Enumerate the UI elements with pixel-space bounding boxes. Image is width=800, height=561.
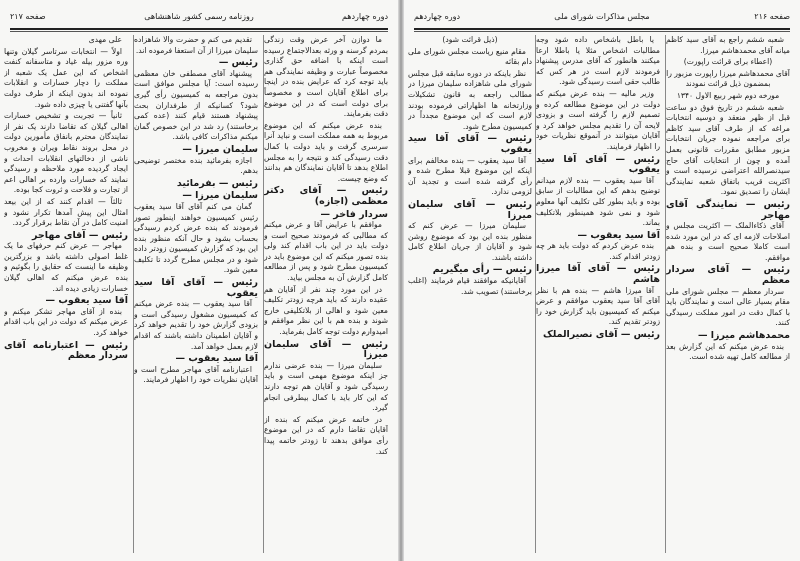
centered-note: آقای محمدهاشم میرزا راپورت مزبور را بمضمون ذیل قرائت نمودند [666,68,790,89]
speaker-heading: رئیس — آقای آقا سید یعقوب [134,277,258,299]
paragraph: مقام منیع ریاست مجلس شورای ملی دام بقائه [408,46,532,67]
text-column-3 [408,35,532,553]
text-column-1 [666,35,790,553]
speaker-heading: آقا سید یعقوب — [175,353,258,365]
centered-note: مورخه دوم شهر ربیع الاول ۱۳۴۰ [676,90,780,100]
centered-note: (اعطاء برای قرائت راپورت) [683,57,773,67]
speaker-heading: رئیس — آقای آقا سید یعقوب [536,153,660,176]
text-column-1 [264,35,388,553]
speaker-heading: سلیمان میرزا — [182,143,258,155]
paragraph: اولاً — انتخابات سرتاسر گیلان وتنها وره مزور بیله غیاد و متاسفانه کنفت اشخاص که این عمل یک شعبه از مملکت را دچار خسارات و انقلابات نموده اند بدون اینکه از طرف دولت بآنها گفتنی یا چیزی داده شود. [4,46,128,109]
paragraph: آقا سید یعقوب — بنده مخالفم برای اینکه این موضوع قبلا مطرح شده و رأی گرفته شده است و تجدید آن لزومی ندارد. [408,155,532,197]
paragraph: ما دوازن آخر عرض وقت زندگی بمردم گرسنه و ورثه بعدالاجتماع رسیده است اینکه با اضافه حق گذاری مخصوصاً عبارت و وظیفه نمایندگی هم باید توجه کرد که عرایض بنده در اینجا برای اطلاع آقایان است و مخصوصاً برای دولت است که در این موضوع دقت بفرمایند. [264,35,388,119]
page-number: صفحه ۲۱۶ [754,12,790,21]
paragraph: در این مورد چند نفر از آقایان هم عقیده دارند که باید هرچه زودتر تکلیف معین شود و اهالی از بلاتکلیفی خارج شوند و بنده هم با این نظر موافقم و امیدوارم دولت توجه کامل بفرماید. [264,284,388,337]
paragraph: یا باطل باشخاص داده شود وجه مطالبات اشخاص مثلا یا باطلا ارعا میکنند هانطور که آقای مدرس پیشنهاد فرمودند لازم است در هر کس که طالب حقی است رسیدگی شود. [536,35,660,87]
paragraph: آقایانیکه موافقند قیام فرمایند (اغلب برخاستند) تصویب شد. [408,276,532,296]
text-column-2 [536,35,660,553]
paragraph: اجازه بفرمائید بنده مختصر توضیحی بدهم. [134,155,258,176]
speaker-heading: رئیس — نمایندگی آقای مهاجر [666,198,790,221]
paragraph: شعبه ششم در تاریخ فوق دو ساعت قبل از ظهر منعقد و دوسیه انتخابات مراغه که از طرف آقای سید کاظم برای مراجعه نموده جریان انتخابات مزبور مطابق مقررات قانونی بعمل آمده و چون از انتخابات آقای حاج سیدنصرالله اعتراضی نرسیده است و اکثریت قریب باتفاق شعبه نمایندگی ایشان را تصدیق نمود. [666,102,790,197]
paragraph: وزیر مالیه — بنده عرض میکنم که دولت در این موضوع مطالعه کرده و تصمیم لازم را گرفته است و بزودی لایحه آن را تقدیم مجلس خواهد کرد و آقایان میتوانند در آنموقع نظریات خود را اظهار فرمایند. [536,88,660,151]
speaker-heading: سردار فاخر — [320,208,388,220]
text-column-2 [134,35,258,553]
speaker-heading: رئیس — آقای سلیمان میرزا [264,338,388,361]
page-number: صفحه ۲۱۷ [10,12,46,21]
header-rule [10,28,388,30]
paragraph: پیشنهاد آقای مصطفی خان معظمی رسیده است: آیا مجلس موافق است بدون مراجعه به کمیسیون رأی گیری شود؟ کسانیکه از طرفداران بحث پیشنهاد هستند قیام کنند (عده کمی برخاستند) رد شد در این خصوص گمان میکنم مذاکرات کافی باشد. [134,68,258,142]
speaker-heading: رئیس — آقای آقا سید یعقوب [408,133,532,155]
column-divider [133,35,134,553]
session-label: دوره چهاردهم [414,12,461,21]
paragraph: در خاتمه عرض میکنم که بنده از آقایان تقاضا دارم که در این موضوع رأی موافق بدهند تا زودتر خاتمه پیدا کند. [264,414,388,456]
journal-title: مجلس مذاکرات شورای ملی [554,12,650,21]
speaker-heading: رئیس — آقای نصیرالملک [542,329,660,341]
paragraph: بنده عرض کردم که دولت باید هر چه زودتر اقدام کند. [536,241,660,261]
speaker-heading: رئیس — رأی میگیریم [432,264,532,276]
right-page [404,0,800,561]
speaker-heading: رئیس — آقای سردار معظم [666,264,790,287]
speaker-heading: آقا سید یعقوب — [577,229,660,241]
paragraph: شعبه ششم راجع به آقای سید کاظم میانه آقای محمدهاشم میرزا. [666,35,790,55]
speaker-heading: رئیس — آقای آقا میرزا هاشم [536,263,660,286]
speaker-heading: رئیس — اعتبارنامه آقای سردار معظم [4,339,128,362]
paragraph: گمان می کنم آقای آقا سید یعقوب رئیس کمیسیون خواهند اینطور تصور فرمودند که بنده عرض کردم رسیدگی بحساب بشود و حال آنکه منظور بنده این بود که گزارش کمیسیون زودتر داده شود و در مجلس مطرح گردد تا تکلیف معین شود. [134,201,258,275]
column-divider [665,35,666,553]
paragraph: موافقم با عرایض آقا و عرض میکنم که مطالبی که فرمودند صحیح است و دولت باید در این باب اقدام کند ولی بنده تصور میکنم که این موضوع باید در کمیسیون مطرح شود و پس از مطالعه کامل گزارش آن به مجلس بیاید. [264,220,388,283]
column-divider [263,35,264,553]
paragraph: اعتبارنامه آقای مهاجر مطرح است و آقایان نظریات خود را اظهار فرمایند. [134,364,258,385]
paragraph: تقدیم می کنم و حضرت والا شاهزاده سلیمان میرزا از آن استعفا فرموده اند. [134,35,258,55]
paragraph: سلیمان میرزا — بنده عرضی ندارم جز اینکه موضوع مهمی است و باید رسیدگی شود و آقایان هم توجه دارند که این کار باید با کمال بیطرفی انجام گیرد. [264,360,388,413]
paragraph: سلیمان میرزا — عرض کنم که منظور بنده این بود که موضوع روشن شود و آقایان از جریان اطلاع کامل داشته باشند. [408,221,532,262]
paragraph: آقا میرزا هاشم — بنده هم با نظر آقای آقا سید یعقوب موافقم و عرض میکنم که کمیسیون باید گزارش خود را زودتر تقدیم کند. [536,285,660,327]
speaker-heading: سلیمان میرزا — [182,190,258,202]
header-rule [414,28,790,30]
session-label: دوره چهاردهم [341,12,388,21]
page-header [10,12,388,26]
speaker-heading: رئیس — [218,57,258,69]
speaker-heading: آقا سید یعقوب — [45,295,128,307]
centered-note: (ذیل قرائت شود) [442,35,498,44]
paragraph: ثانیاً — تجربت و تشخیص خسارات اهالی گیلان که تقاضا دارند یک نفر از نمایندگان محترم بانفاق مأمورین دولت در محل بروند نقاط ویران و مخروب ناشی از دخالتهای انقلابات احداث و ایجاد گردیده مورد ملاحظه و رسیدگی نمایند که خسارات وارده بر اهالی اعم از تجارت و فلاحت و ثروت کجا بوده. [4,111,128,195]
paragraph: مهاجر — عرض کنم حرفهای ما یک غلط اصولی داشته باشد و بزرگترین وظیفه ما اینست که حقایق را بگوئیم و بنده عرض میکنم که اهالی گیلان خسارات زیادی دیده اند. [4,241,128,293]
paragraph: آقای ذکاءالملک — اکثریت مجلس و اصلاحات لازمه ای که در این مورد شده است کاملا صحیح است و بنده هم موافقم. [666,221,790,262]
paragraph: بنده عرض میکنم که این گزارش بعد از مطالعه کامل تهیه شده است. [666,341,790,362]
journal-title: روزنامه رسمی کشور شاهنشاهی [144,12,254,21]
paragraph: بنده عرض میکنم که این موضوع مربوط به همه مملکت است و نباید آنرا سرسری گرفت و باید دولت با کمال دقت رسیدگی کند و نتیجه را به مجلس اطلاع بدهد تا آقایان نمایندگان هم بدانند که وضع چیست. [264,120,388,183]
speaker-heading: رئیس — آقای دکتر معظمی (اجازه) [264,185,388,207]
header-rule-thin [10,31,388,32]
paragraph: بنده از آقای مهاجر تشکر میکنم و عرض میکنم که دولت در این باب اقدام خواهد کرد. [4,306,128,338]
speaker-heading: رئیس — بفرمائید [176,177,258,189]
text-column-3 [4,35,128,553]
column-divider [535,35,536,553]
paragraph: علی مهدی [88,35,122,44]
paragraph: ثالثاً — اقدام کنند که از این بیعد امثال این پیش آمدها تکرار نشود و امنیت کامل در آن نقاط برقرار گردد. [4,196,128,228]
paragraph: نظر باینکه در دوره سابقه قبل مجلس شورای ملی شاهزاده سلیمان میرزا در مطالب راجعه به قانون تشکیلات وزارتخانه ها اظهاراتی فرموده بودند لازم است که این موضوع مجدداً در کمیسیون مطرح شود. [408,68,532,131]
left-page [0,0,398,561]
page-header [414,12,790,26]
header-rule-thin [414,31,790,32]
paragraph: سردار معظم — مجلس شورای ملی مقام بسیار عالی است و نمایندگان باید با کمال دقت در امور مملکت رسیدگی کنند. [666,286,790,328]
speaker-heading: رئیس — آقای مهاجر [32,229,128,241]
speaker-heading: رئیس — آقای سلیمان میرزا [408,198,532,221]
paragraph: آقا سید یعقوب — بنده عرض میکنم که کمیسیون مشغول رسیدگی است و بزودی گزارش خود را تقدیم خواهد کرد و آقایان اطمینان داشته باشند که اقدام لازم بعمل خواهد آمد. [134,299,258,351]
paragraph: آقا سید یعقوب — بنده لازم میدانم توضیح بدهم که این مطالبات از سابق بوده و باید بطور کلی تکلیف آنها معلوم شود و نمی شود همینطور بلاتکلیف بماند. [536,175,660,228]
speaker-heading: محمدهاشم میرزا — [697,330,790,342]
